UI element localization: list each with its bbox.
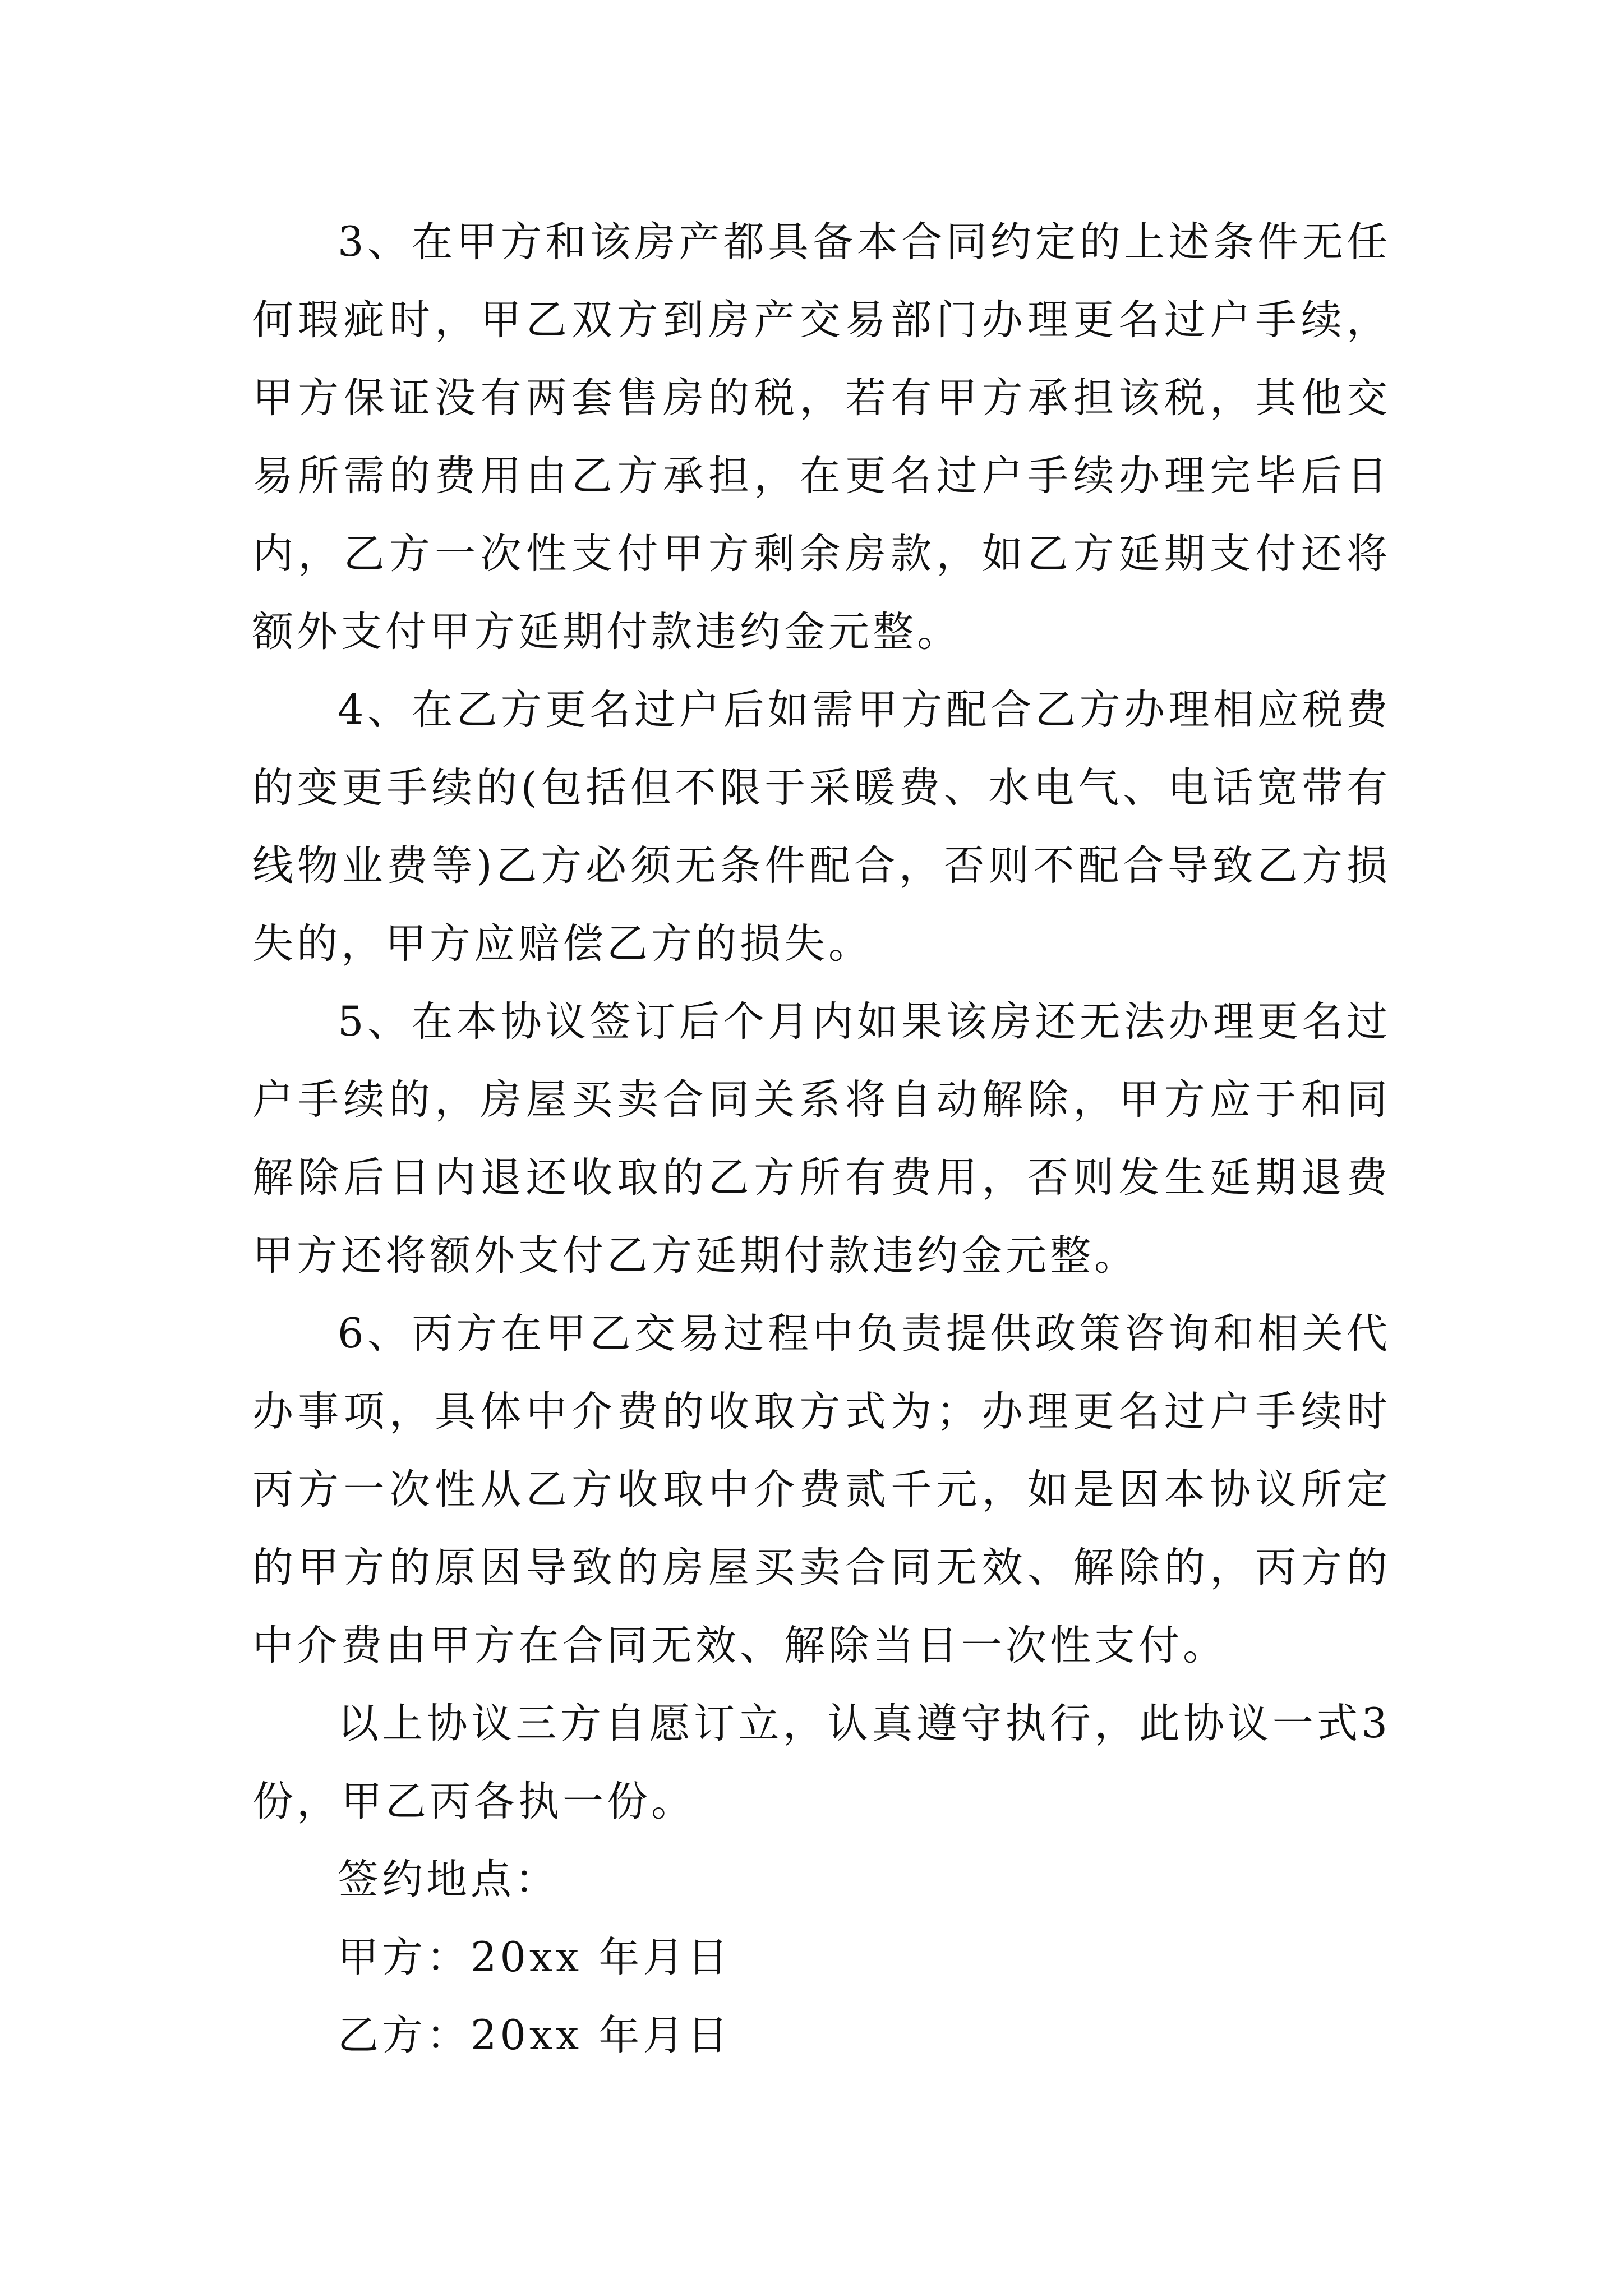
clause-6: 6、丙方在甲乙交易过程中负责提供政策咨询和相关代办事项，具体中介费的收取方式为；办理更名过户手续时丙方一次性从乙方收取中介费贰千元，如是因本协议所定的甲方的原因导致的房屋买卖合同无效、解除的，丙方的中介费由甲方在合同无效、解除当日一次性支付。 xyxy=(252,1310,1391,1669)
closing-statement: 以上协议三方自愿订立，认真遵守执行，此协议一式3份，甲乙丙各执一份。 xyxy=(252,1700,1391,1825)
party-a-signature-line: 甲方：20xx 年月日 xyxy=(338,1934,732,1981)
party-b-signature-line: 乙方：20xx 年月日 xyxy=(338,2012,732,2059)
clause-5: 5、在本协议签订后个月内如果该房还无法办理更名过户手续的，房屋买卖合同关系将自动解除，甲方应于和同解除后日内退还收取的乙方所有费用，否则发生延期退费甲方还将额外支付乙方延期付款违约金元整。 xyxy=(252,998,1391,1280)
signing-place: 签约地点： xyxy=(338,1856,559,1903)
document-body xyxy=(252,203,1391,2074)
clause-3: 3、在甲方和该房产都具备本合同约定的上述条件无任何瑕疵时，甲乙双方到房产交易部门办理更名过户手续，甲方保证没有两套售房的税，若有甲方承担该税，其他交易所需的费用由乙方承担，在更名过户手续办理完毕后日内，乙方一次性支付甲方剩余房款，如乙方延期支付还将额外支付甲方延期付款违约金元整。 xyxy=(252,218,1391,656)
clause-4: 4、在乙方更名过户后如需甲方配合乙方办理相应税费的变更手续的(包括但不限于采暖费、水电气、电话宽带有线物业费等)乙方必须无条件配合，否则不配合导致乙方损失的，甲方应赔偿乙方的损失。 xyxy=(252,686,1391,968)
